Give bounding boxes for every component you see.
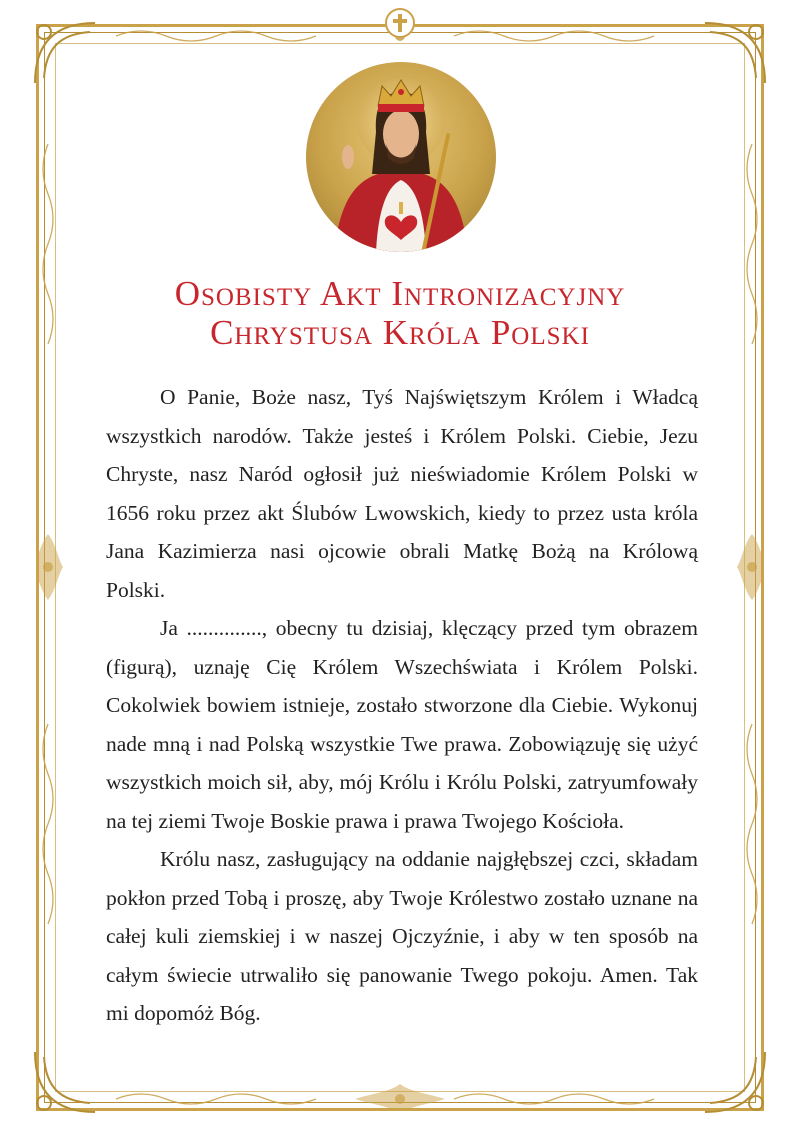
corner-ornament-top-right bbox=[700, 18, 770, 88]
christ-the-king-icon bbox=[306, 62, 496, 252]
prayer-text bbox=[106, 378, 698, 1033]
document-title-line-2: Chrystusa Króla Polski bbox=[210, 313, 590, 352]
corner-ornament-top-left bbox=[30, 18, 100, 88]
corner-ornament-bottom-left bbox=[30, 1047, 100, 1117]
document-title-line-1: Osobisty Akt Intronizacyjny bbox=[174, 274, 626, 313]
paragraph-1: O Panie, Boże nasz, Tyś Najświętszym Królem i Władcą wszystkich narodów. Także jesteś i Królem Polski. Ciebie, Jezu Chryste, nasz Naród ogłosił już nieświadomie Królem Polski w 1656 roku przez akt Ślubów Lwowskich, kiedy to przez usta króla Jana Kazimierza nasi ojcowie obrali Matkę Bożą na Królową Polski. bbox=[106, 385, 698, 602]
paragraph-2: Ja .............., obecny tu dzisiaj, klęczący przed tym obrazem (figurą), uznaję Cię Królem Wszechświata i Królem Polski. Cokolwiek bowiem istnieje, zostało stworzone dla Ciebie. Wykonuj nade mną i nad Polską wszystkie Twe prawa. Zobowiązuję się użyć wszystkich moich sił, aby, mój Królu i Królu Polski, zatryumfowały na tej ziemi Twoje Boskie prawa i prawa Twojego Kościoła. bbox=[106, 616, 698, 833]
corner-ornament-bottom-right bbox=[700, 1047, 770, 1117]
cross-emblem-icon bbox=[383, 6, 417, 40]
paragraph-3: Królu nasz, zasługujący na oddanie najgłębszej czci, składam pokłon przed Tobą i proszę, aby Twoje Królestwo zostało uznane na całej kuli ziemskiej i w naszej Ojczyźnie, i aby w ten sposób na całym świecie utrwaliło się panowanie Twego pokoju. Amen. Tak mi dopomóż Bóg. bbox=[106, 847, 698, 1025]
